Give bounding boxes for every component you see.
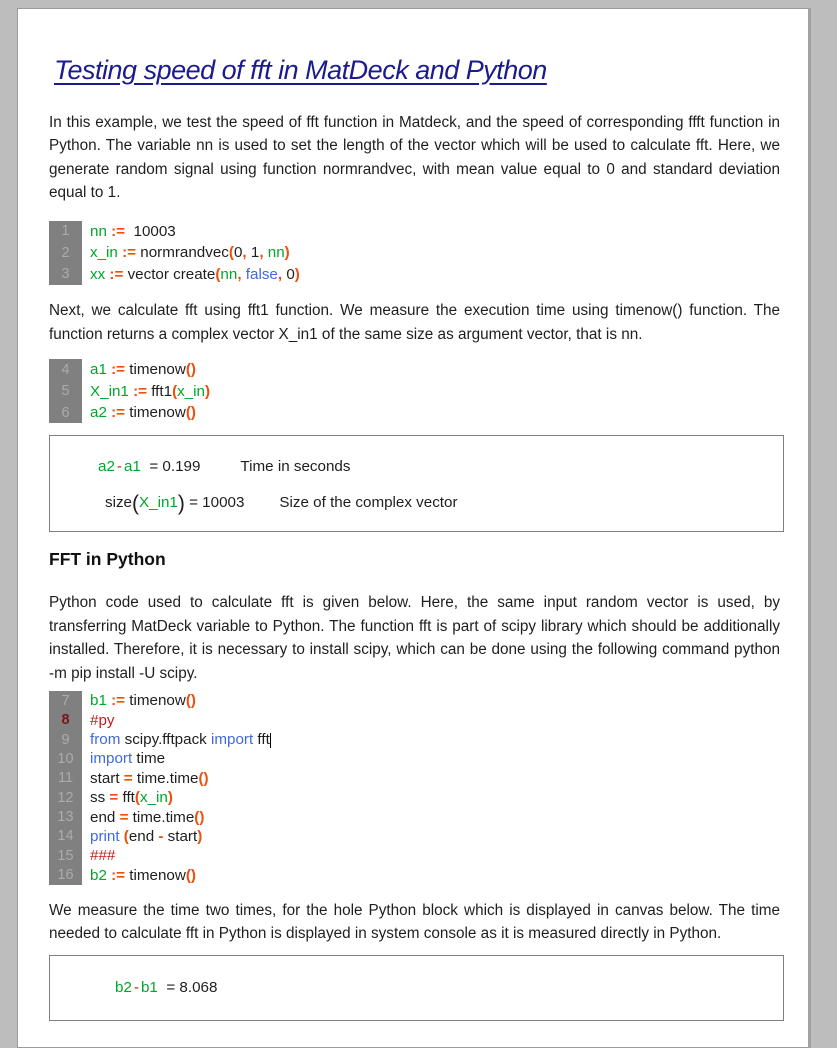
code-block-matdeck-1 xyxy=(49,221,780,286)
code-token: X_in1 xyxy=(139,494,178,512)
code-token: := xyxy=(106,404,130,422)
code-block-python xyxy=(49,691,780,885)
code-token: ) xyxy=(294,265,300,283)
code-token: () xyxy=(185,361,196,379)
line-number: 5 xyxy=(49,380,82,402)
code-token: print xyxy=(90,827,124,845)
line-number: 8 xyxy=(49,710,82,729)
code-token: x_in xyxy=(177,382,206,400)
code-line-6[interactable] xyxy=(49,402,780,424)
code-line-12[interactable] xyxy=(49,788,780,807)
code-token: end xyxy=(90,808,120,826)
code-token: ### xyxy=(90,847,116,865)
code-token: () xyxy=(185,692,196,710)
code-token: := xyxy=(106,866,130,884)
code-line-10[interactable] xyxy=(49,749,780,768)
code-token: := xyxy=(106,692,130,710)
code-token: time.time xyxy=(136,769,199,787)
code-token: ( xyxy=(228,244,234,262)
code-token: from xyxy=(90,731,125,749)
code-token: end xyxy=(128,827,159,845)
line-number: 9 xyxy=(49,730,82,749)
code-token: := xyxy=(106,222,130,240)
code-token: ) xyxy=(205,382,211,400)
code-token: X_in1 xyxy=(90,382,129,400)
code-text xyxy=(90,223,176,240)
code-token: := xyxy=(105,265,128,283)
code-token: ( xyxy=(123,827,129,845)
code-token: vector create xyxy=(127,265,216,283)
code-block-matdeck-2 xyxy=(49,359,780,424)
code-token: 1 xyxy=(250,244,260,262)
code-token: () xyxy=(194,808,205,826)
code-token: timenow xyxy=(129,692,186,710)
line-number: 15 xyxy=(49,846,82,865)
code-token: timenow xyxy=(129,404,186,422)
code-token: b1 xyxy=(140,978,158,996)
code-token: := xyxy=(117,244,141,262)
code-token: ) xyxy=(284,244,290,262)
code-token: x_in xyxy=(90,244,118,262)
code-text xyxy=(90,712,115,729)
code-text xyxy=(90,789,173,806)
code-token: xx xyxy=(90,265,106,283)
code-line-11[interactable] xyxy=(49,769,780,788)
code-token: import xyxy=(211,731,258,749)
code-token: 0 xyxy=(233,244,243,262)
code-text xyxy=(90,847,115,864)
code-token: fft xyxy=(257,731,270,749)
code-text xyxy=(90,731,271,748)
code-token: timenow xyxy=(129,866,186,884)
code-token: false xyxy=(245,265,278,283)
code-token: start xyxy=(167,827,198,845)
code-token: time xyxy=(136,750,166,768)
code-token: 0 xyxy=(286,265,295,283)
code-line-14[interactable] xyxy=(49,827,780,846)
code-line-2[interactable] xyxy=(49,242,780,264)
line-number: 12 xyxy=(49,788,82,807)
code-line-3[interactable] xyxy=(49,264,780,286)
result-label: Time in seconds xyxy=(240,458,351,476)
code-token: normrandvec xyxy=(140,244,229,262)
code-token: := xyxy=(106,361,130,379)
code-token: fft xyxy=(122,789,135,807)
code-token: ss xyxy=(90,789,110,807)
code-token: ) xyxy=(177,492,185,516)
code-text xyxy=(90,828,202,845)
code-text xyxy=(90,692,196,709)
code-line-15[interactable] xyxy=(49,846,780,865)
code-line-1[interactable] xyxy=(49,221,780,243)
code-token: := xyxy=(128,382,152,400)
code-token: ) xyxy=(197,827,203,845)
result-expression xyxy=(105,492,783,516)
code-text xyxy=(90,750,165,767)
code-token: ( xyxy=(172,382,178,400)
code-text xyxy=(90,361,196,378)
code-token: , xyxy=(237,265,246,283)
code-token: #py xyxy=(90,711,115,729)
result-label: Size of the complex vector xyxy=(279,494,458,512)
line-number: 13 xyxy=(49,807,82,826)
code-token: start xyxy=(90,769,124,787)
document-page xyxy=(17,8,811,1048)
code-token: a2 xyxy=(98,458,115,476)
code-line-16[interactable] xyxy=(49,866,780,885)
code-token: - xyxy=(133,978,139,996)
code-token: nn xyxy=(220,265,238,283)
code-line-7[interactable] xyxy=(49,691,780,710)
result-expression xyxy=(98,458,783,475)
section-heading-fft-python: FFT in Python xyxy=(49,549,166,570)
line-number: 3 xyxy=(49,264,82,286)
code-token: a1 xyxy=(123,458,141,476)
code-token: scipy.fftpack xyxy=(124,731,211,749)
code-token: , xyxy=(259,244,268,262)
code-token: nn xyxy=(90,222,107,240)
code-token: 10003 xyxy=(129,222,176,240)
code-token: = 8.068 xyxy=(157,978,218,996)
intro-paragraph: In this example, we test the speed of fft function in Matdeck, and the speed of corresponding ffft function in Python. The variable nn is used to set the length of the vector which will be used to calculate fft. Here, we generate random signal using function normrandvec, with mean value equal to 0 and standard deviation equal to 1. xyxy=(49,114,780,202)
code-token: b2 xyxy=(90,866,107,884)
code-token: ( xyxy=(215,265,221,283)
result-box-matdeck xyxy=(49,435,784,532)
code-token: time.time xyxy=(132,808,195,826)
code-token: a1 xyxy=(90,361,107,379)
code-token: - xyxy=(158,827,168,845)
code-token: = xyxy=(119,808,133,826)
result-expression xyxy=(115,979,783,996)
code-token: = 0.199 xyxy=(140,458,201,476)
code-token: nn xyxy=(267,244,285,262)
code-token: () xyxy=(185,404,196,422)
code-token: ( xyxy=(134,789,140,807)
code-text xyxy=(90,809,204,826)
line-number: 1 xyxy=(49,221,82,243)
code-token: () xyxy=(185,866,196,884)
code-token: ( xyxy=(132,492,140,516)
code-token: b1 xyxy=(90,692,107,710)
code-text xyxy=(90,404,196,421)
line-number: 6 xyxy=(49,402,82,424)
code-line-13[interactable] xyxy=(49,807,780,826)
code-token: fft1 xyxy=(151,382,173,400)
text-caret xyxy=(270,733,272,748)
code-text xyxy=(90,867,196,884)
code-text xyxy=(90,266,300,283)
code-text xyxy=(90,770,209,787)
code-line-9[interactable] xyxy=(49,730,780,749)
result-box-python xyxy=(49,955,784,1021)
code-line-4[interactable] xyxy=(49,359,780,381)
line-number: 10 xyxy=(49,749,82,768)
line-number: 16 xyxy=(49,866,82,885)
code-line-8[interactable] xyxy=(49,710,780,729)
code-token: a2 xyxy=(90,404,107,422)
code-token: = 10003 xyxy=(184,494,245,512)
line-number: 7 xyxy=(49,691,82,710)
code-token: = xyxy=(123,769,137,787)
line-number: 2 xyxy=(49,242,82,264)
code-token: size xyxy=(105,494,133,512)
code-token: x_in xyxy=(139,789,168,807)
line-number: 14 xyxy=(49,827,82,846)
code-token: , xyxy=(242,244,251,262)
code-text xyxy=(90,244,290,261)
python-info-paragraph: Python code used to calculate fft is given below. Here, the same input random vector is used, by transferring MatDeck variable to Python. The function fft is part of scipy library which should be additionally installed. Therefore, it is necessary to install scipy, which can be done using the following command python -m pip install -U scipy. xyxy=(49,594,780,682)
code-token: b2 xyxy=(115,978,132,996)
line-number: 11 xyxy=(49,769,82,788)
code-token: () xyxy=(198,769,209,787)
code-token: timenow xyxy=(129,361,186,379)
code-token: - xyxy=(116,458,122,476)
document-title: Testing speed of fft in MatDeck and Python xyxy=(54,55,547,85)
code-text xyxy=(90,383,210,400)
code-token: = xyxy=(109,789,123,807)
document-content xyxy=(18,55,808,1021)
code-token: ) xyxy=(167,789,173,807)
code-token: , xyxy=(277,265,287,283)
next-step-paragraph: Next, we calculate fft using fft1 function. We measure the execution time using timenow() function. The function returns a complex vector X_in1 of the same size as argument vector, that is nn. xyxy=(49,302,780,343)
code-line-5[interactable] xyxy=(49,380,780,402)
measure-info-paragraph: We measure the time two times, for the hole Python block which is displayed in canvas below. The time needed to calculate fft in Python is displayed in system console as it is measured directly in Python. xyxy=(49,901,780,943)
line-number: 4 xyxy=(49,359,82,381)
code-token: import xyxy=(90,750,137,768)
